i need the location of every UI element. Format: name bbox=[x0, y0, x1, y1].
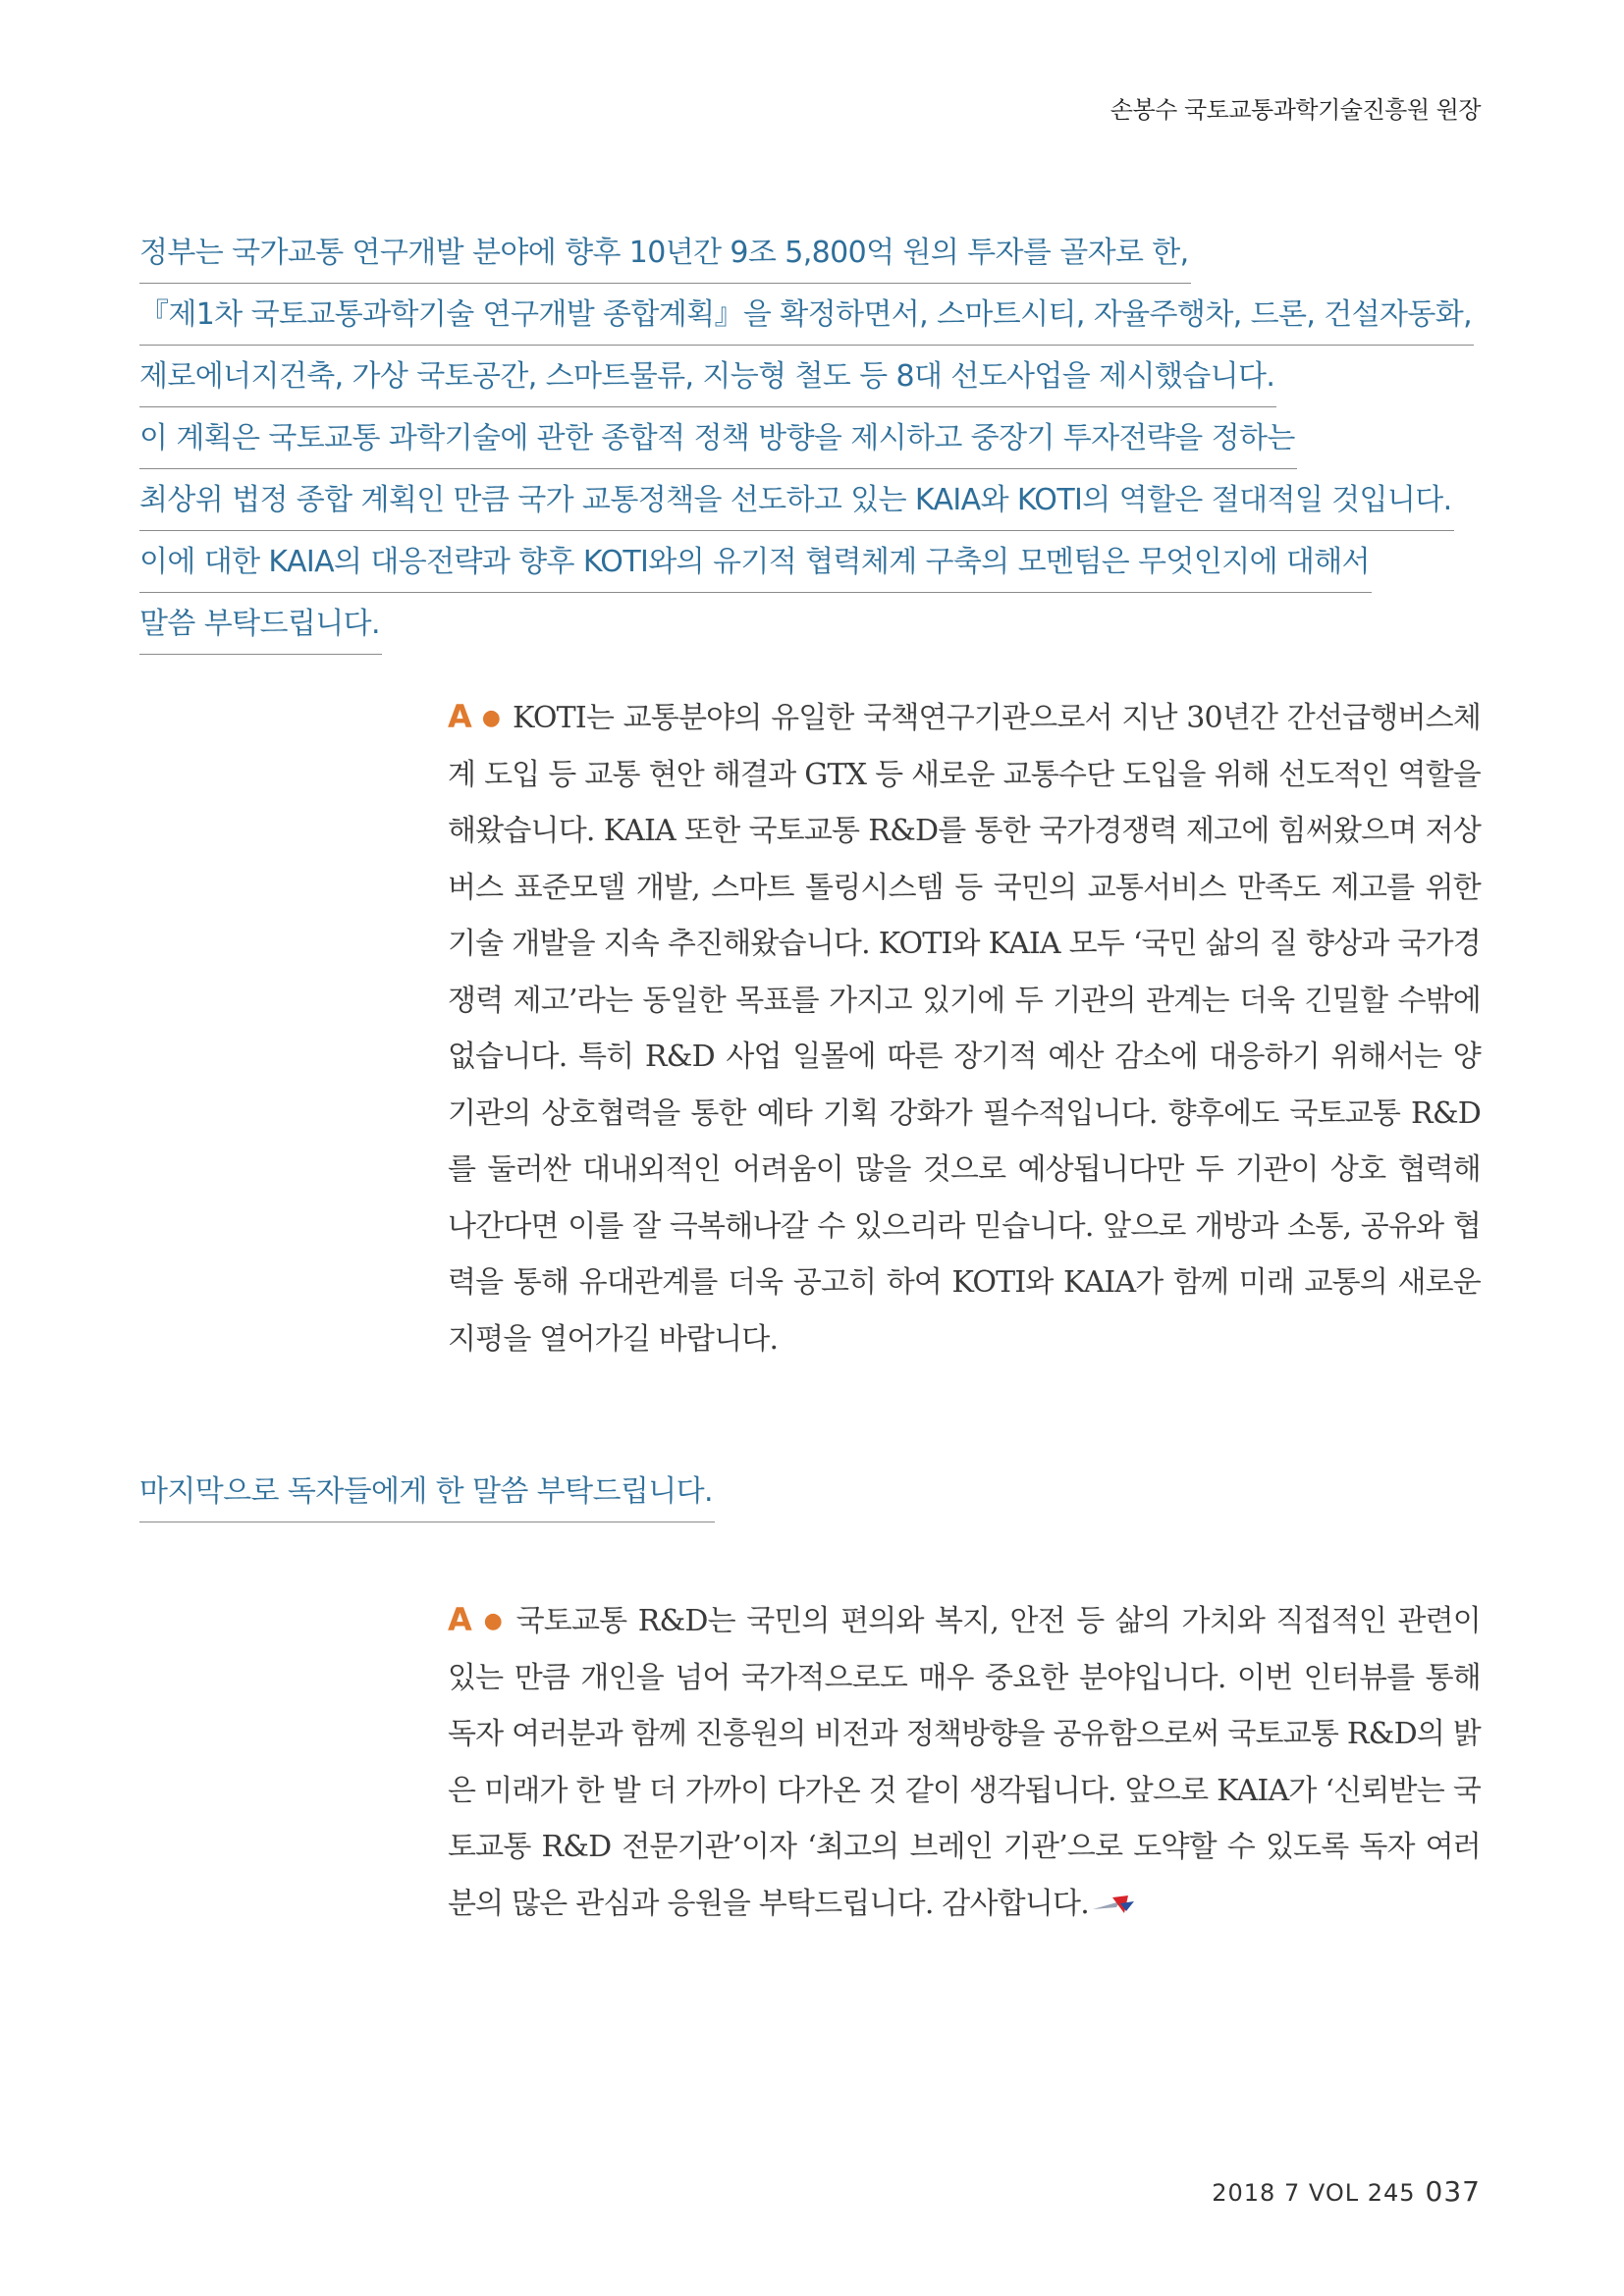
question-1-line: 이에 대한 KAIA의 대응전략과 향후 KOTI와의 유기적 협력체계 구축의 모멘텀은 무엇인지에 대해서 bbox=[139, 543, 1372, 593]
question-2 bbox=[139, 1472, 1455, 1534]
page-footer bbox=[1212, 2175, 1481, 2208]
question-1-line: 최상위 법정 종합 계획인 만큼 국가 교통정책을 선도하고 있는 KAIA와 KOTI의 역할은 절대적일 것입니다. bbox=[139, 481, 1454, 531]
answer-1-text: KOTI는 교통분야의 유일한 국책연구기관으로서 지난 30년간 간선급행버스체계 도입 등 교통 현안 해결과 GTX 등 새로운 교통수단 도입을 위해 선도적인 역할을 해왔습니다. KAIA 또한 국토교통 R&D를 통한 국가경쟁력 제고에 힘써왔으며 저상버스 표준모델 개발, 스마트 톨링시스템 등 국민의 교통서비스 만족도 제고를 위한 기술 개발을 지속 추진해왔습니다. KOTI와 KAIA 모두 ‘국민 삶의 질 향상과 국가경쟁력 제고’라는 동일한 목표를 가지고 있기에 두 기관의 관계는 더욱 긴밀할 수밖에 없습니다. 특히 R&D 사업 일몰에 따른 장기적 예산 감소에 대응하기 위해서는 양 기관의 상호협력을 통한 예타 기획 강화가 필수적입니다. 향후에도 국토교통 R&D를 둘러싼 대내외적인 어려움이 많을 것으로 예상됩니다만 두 기관이 상호 협력해 나간다면 이를 잘 극복해나갈 수 있으리라 믿습니다. 앞으로 개방과 소통, 공유와 협력을 통해 유대관계를 더욱 공고히 하여 KOTI와 KAIA가 함께 미래 교통의 새로운 지평을 열어가길 바랍니다. bbox=[448, 701, 1481, 1357]
question-1-line: 제로에너지건축, 가상 국토공간, 스마트물류, 지능형 철도 등 8대 선도사업을 제시했습니다. bbox=[139, 357, 1276, 407]
answer-marker: A bbox=[448, 698, 471, 735]
page-number: 037 bbox=[1425, 2175, 1481, 2208]
running-header: 손봉수 국토교통과학기술진흥원 원장 bbox=[1110, 96, 1481, 124]
question-1-line: 『제1차 국토교통과학기술 연구개발 종합계획』을 확정하면서, 스마트시티, 자율주행차, 드론, 건설자동화, bbox=[139, 295, 1474, 346]
answer-1 bbox=[448, 689, 1481, 1367]
issue-info: 2018 7 VOL 245 bbox=[1212, 2179, 1416, 2207]
answer-2 bbox=[448, 1592, 1481, 1932]
question-1-line: 이 계획은 국토교통 과학기술에 관한 종합적 정책 방향을 제시하고 중장기 투자전략을 정하는 bbox=[139, 419, 1297, 469]
question-1 bbox=[139, 234, 1473, 667]
answer-bullet-icon: ● bbox=[480, 706, 502, 730]
answer-marker: A bbox=[448, 1601, 471, 1638]
answer-bullet-icon: ● bbox=[480, 1609, 505, 1633]
question-2-line: 마지막으로 독자들에게 한 말씀 부탁드립니다. bbox=[139, 1472, 715, 1522]
question-1-line: 정부는 국가교통 연구개발 분야에 향후 10년간 9조 5,800억 원의 투자를 골자로 한, bbox=[139, 234, 1191, 284]
answer-2-text: 국토교통 R&D는 국민의 편의와 복지, 안전 등 삶의 가치와 직접적인 관련이 있는 만큼 개인을 넘어 국가적으로도 매우 중요한 분야입니다. 이번 인터뷰를 통해 독자 여러분과 함께 진흥원의 비전과 정책방향을 공유함으로써 국토교통 R&D의 밝은 미래가 한 발 더 가까이 다가온 것 같이 생각됩니다. 앞으로 KAIA가 ‘신뢰받는 국토교통 R&D 전문기관’이자 ‘최고의 브레인 기관’으로 도약할 수 있도록 독자 여러분의 많은 관심과 응원을 부탁드립니다. 감사합니다. bbox=[448, 1604, 1481, 1921]
article-end-logo-icon bbox=[1091, 1894, 1136, 1915]
question-1-line: 말씀 부탁드립니다. bbox=[139, 605, 382, 655]
